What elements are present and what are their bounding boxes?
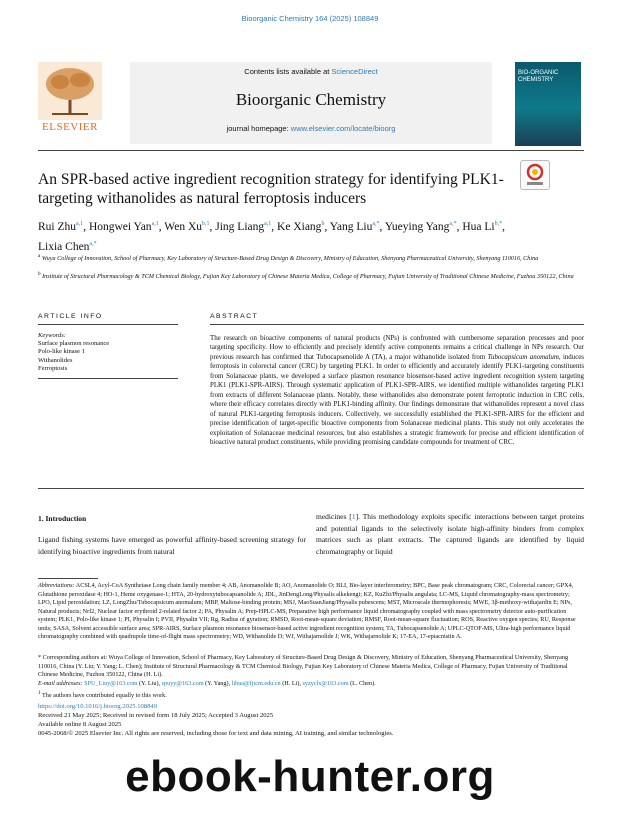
- equal-contribution-footnote: [38, 689, 584, 701]
- intro-right-text-1: medicines [: [316, 512, 352, 521]
- abstract-text-part-1: The research on bioactive components of natural products (NPs) is confronted with cumbersome separation processes and poor targeting specificity. How to efficiently and precisely identify active components remains a critical challenge in NPs research. Our previous research has confirmed that Tubocapsenolide A (TA), a major withanolide isolated from: [210, 335, 584, 361]
- abbreviations-footnote: [38, 582, 584, 642]
- author-name[interactable]: Jing Liang: [215, 220, 265, 233]
- author-affiliation-marker[interactable]: a,1: [151, 221, 159, 227]
- keyword-item: Ferroptosis: [38, 364, 68, 372]
- author-affiliation-marker[interactable]: a,*: [89, 240, 97, 247]
- keyword-item: Surface plasmon resonance: [38, 340, 110, 348]
- keywords-label: Keywords:: [38, 332, 66, 339]
- keyword-item: Withanolides: [38, 356, 73, 364]
- author-name[interactable]: Yang Liu: [329, 220, 373, 233]
- keywords-bottom-rule: [38, 378, 178, 379]
- homepage-link[interactable]: www.elsevier.com/locate/bioorg: [290, 124, 396, 133]
- journal-name: Bioorganic Chemistry: [235, 90, 387, 109]
- author-list: Rui Zhu$^{a,1}$, Hongwei Yan$^{a,1}$, Wen Xu$^{b,1}$, Jing Liang$^{a,1}$, Ke Xiang$^b$, Yang Liu$^{a,*}$, Yueying Yang$^{a,*}$, Hua $Li^{b,*}$, Lixia Chen$^{a,*}$: [38, 220, 505, 253]
- abbreviations-text: ACSL4, Acyl-CoA Synthetase Long chain family member 4; AB, Anomanolide B; AO, Anomanolide O; BLI, Bio-layer interferometry; BPC, Base peak chromatogram; CRC, Colorectal cancer; GPX4, Glutathione peroxidase 4; HO-1, Heme oxygenase-1; HTA, 20-hydroxytubocapsanolide A; JDL, JinDengLong/Physalis alkekengi; KZ, KuZhi/Physalis angulata; LC-MS, Liquid chromatography-mass spectrometry; LPO, Lipid peroxidation; LZ, LongZhu/Tubocapsicum anomalum; MBP, Maltose-binding protein; MSJ, MaoSuanJiang/Physalis pubescens; MST, Microscale thermophoresis; MWE, 3β-methoxy-withajardin E; NPs, Natural products; Nrf2, Nuclear factor erythroid 2-related factor 2; PA, Physalin A; Prep-HPLC-MS, Preparative high performance liquid chromatography coupled with mass spectrometry detector auto-purification system; PLK1, Polo-like kinase 1; PI, Physalin I; PVII, Physalin VII; Rg, Radius of gyration; RMSD, Root-mean-square deviation; RMSF, Root-mean-square fluctuation; ROS, Reactive oxygen species; RU, Response units; SASA, Solvent accessible surface area; SPR-AIRS, Surface plasmon resonance biosensor-based active ingredient recognition system; TA, Tubocapsenolide A; UPLC-QTOF-MS, Ultra-high performance liquid chromatography combined with quadrupole time-of-flight mass spectrometry; WD, Withanolide D; WJ, Withajarnolide J; WK, Withajarnolide K; 17-EA, 17-epiacnistin A.: [38, 582, 576, 640]
- author-name[interactable]: Ke Xiang: [277, 220, 322, 233]
- received-dates: Received 21 May 2025; Received in revised form 18 July 2025; Accepted 3 August 2025: [38, 712, 274, 719]
- corresponding-footnote: [38, 654, 584, 680]
- email-owner: (H. Li),: [280, 680, 303, 687]
- watermark-text: ebook-hunter.org: [125, 752, 495, 801]
- affiliation-a-text: Wuya College of Innovation, School of Pharmacy, Key Laboratory of Structure-Based Drug Design & Discovery, Ministry of Education, Shenyang Pharmaceutical University, Shenyang 110016, China: [41, 255, 539, 263]
- affiliation-a-label: a: [38, 253, 41, 259]
- available-online: Available online 8 August 2025: [38, 721, 122, 728]
- author-name[interactable]: Yueying Yang: [384, 220, 450, 233]
- introduction-heading: 1. Introduction: [38, 514, 87, 523]
- author-affiliation-marker[interactable]: a,*: [372, 221, 380, 227]
- affiliation-b-label: b: [38, 271, 41, 277]
- email-footnote: [38, 680, 584, 689]
- abstract-text: [210, 334, 584, 447]
- sciencedirect-link[interactable]: ScienceDirect: [331, 67, 378, 76]
- author-affiliation-marker[interactable]: b,1: [202, 221, 210, 227]
- doi-block: [38, 702, 438, 738]
- check-for-updates-badge[interactable]: [520, 160, 550, 190]
- affiliation-b-text: Institute of Structural Pharmacology & TCM Chemical Biology, Fujian Key Laboratory of Chinese Materia Medica, College of Pharmacy, Fujian University of Traditional Chinese Medicine, Fuzhou 350122, China: [42, 273, 574, 281]
- doi-link[interactable]: https://doi.org/10.1016/j.bioorg.2025.108849: [38, 703, 157, 710]
- author-affiliation-marker[interactable]: a,1: [264, 221, 272, 227]
- affiliation-a: [38, 252, 584, 264]
- footnote-rule: [38, 578, 98, 579]
- email-owner: (Y. Liu),: [137, 680, 162, 687]
- author-name[interactable]: Wen Xu: [164, 220, 202, 233]
- email-link[interactable]: lihua@fjtcm.edu.cn: [231, 680, 281, 687]
- contents-prefix: Contents lists available at: [244, 67, 332, 76]
- journal-cover-title: BIO-ORGANIC CHEMISTRY: [518, 70, 559, 83]
- check-for-updates-icon: [521, 161, 549, 189]
- publisher-logo-text: ELSEVIER: [42, 121, 98, 133]
- author-name[interactable]: Hua Li: [462, 220, 495, 233]
- email-owner: (L. Chen).: [348, 680, 376, 687]
- email-label: E-mail addresses:: [38, 680, 83, 687]
- article-info-rule: [38, 324, 178, 325]
- intro-right-text-2: ]. This methodology exploits specific interactions between target proteins and potential ligands to the selectively isolate high-affinity binders from complex matrices such as plant extracts. The captured ligands are identified by liquid chromatography or liquid: [316, 512, 585, 556]
- intro-right-column: [316, 511, 584, 557]
- corresponding-text: Corresponding authors at: Wuya College of Innovation, School of Pharmacy, Key Laboratory of Structure-Based Drug Design & Discovery, Ministry of Education, Shenyang Pharmaceutical University, Shenyang 110016, China (Y. Liu; Y. Yang; L. Chen); Institute of Structural Pharmacology & TCM Chemical Biology, Fujian Key Laboratory of Chinese Materia Medica, College of Pharmacy, Fujian University of Traditional Chinese Medicine, Fuzhou 350122, China (H. Li).: [38, 654, 569, 678]
- article-title: An SPR-based active ingredient recognition strategy for identifying PLK1-targeting withanolides as natural ferroptosis inducers: [38, 171, 504, 207]
- author-name[interactable]: Rui Zhu: [38, 220, 77, 233]
- abstract-rule: [210, 324, 584, 325]
- contents-line: [130, 67, 492, 76]
- equal-text: The authors have contributed equally to this work.: [42, 692, 167, 700]
- author-affiliation-marker[interactable]: a,*: [449, 221, 457, 227]
- email-owner: (Y. Yang),: [203, 680, 232, 687]
- abbreviations-label: Abbreviations:: [38, 582, 75, 589]
- abstract-text-part-2: , induces ferroptosis in colorectal cancer (CRC) by targeting PLK1. In order to efficiently and accurately identify PLK1-targeting constituents from Solanaceae plants, we developed a surface plasmon resonance biosensor-based active ingredient recognition system targeting PLK1 (PLK1-SPR-AIRS). Through systematic application of PLK1-SPR-AIRS, we identified multiple withanolides targeting PLK1 from extracts of different Solanaceae plants. Notably, these withanolides also demonstrate potent ferroptotic induction in CRC cells, where their efficacy correlates directly with PLK1-binding affinity. Our findings demonstrate that withanolides represent a novel class of natural PLK1-targeting ferroptosis inducers. Collectively, we successfully established the PLK1-SPR-AIRS for the efficient and precise identification of target-specific bioactive components from Solanaceae medicinal plants. This study not only accelerates the exploitation of Solanaceae medicinal resources, but also establishes a strategic framework for precise and efficient identification of bioactive natural product constituents, while providing promising candidate compounds for treatment of CRC.: [210, 353, 584, 446]
- equal-mark: 1: [38, 690, 41, 696]
- abstract-species-name: Tubocapsicum anomalum: [487, 353, 559, 361]
- abstract-bottom-rule: [38, 488, 584, 489]
- copyright-notice: 0045-2068/© 2025 Elsevier Inc. All rights are reserved, including those for text and data mining, AI training, and similar technologies.: [38, 730, 394, 737]
- corresponding-mark: *: [38, 654, 42, 661]
- journal-reference[interactable]: Bioorganic Chemistry 164 (2025) 108849: [241, 14, 379, 23]
- intro-left-column: Ligand fishing systems have emerged as powerful affinity-based screening strategy for identifying bioactive ingredients from natural: [38, 535, 306, 556]
- homepage-prefix: journal homepage:: [226, 124, 291, 133]
- email-link[interactable]: spuyy@163.com: [161, 680, 204, 687]
- email-link[interactable]: SPU_Liuy@163.com: [84, 680, 138, 687]
- keywords-block: [38, 332, 198, 373]
- email-link[interactable]: syzyclx@163.com: [302, 680, 349, 687]
- homepage-line: [130, 124, 492, 133]
- affiliation-b: [38, 270, 584, 282]
- abstract-heading: ABSTRACT: [210, 313, 259, 320]
- keyword-item: Polo-like kinase 1: [38, 348, 85, 356]
- citation-link[interactable]: 1: [351, 512, 356, 521]
- author-affiliation-marker[interactable]: b: [321, 221, 325, 227]
- author-affiliation-marker[interactable]: b,*: [494, 221, 503, 227]
- author-name[interactable]: Hongwei Yan: [88, 220, 152, 233]
- author-name[interactable]: Lixia Chen: [38, 240, 90, 253]
- author-affiliation-marker[interactable]: a,1: [76, 221, 84, 227]
- header-divider: [38, 150, 584, 151]
- article-info-heading: ARTICLE INFO: [38, 313, 103, 320]
